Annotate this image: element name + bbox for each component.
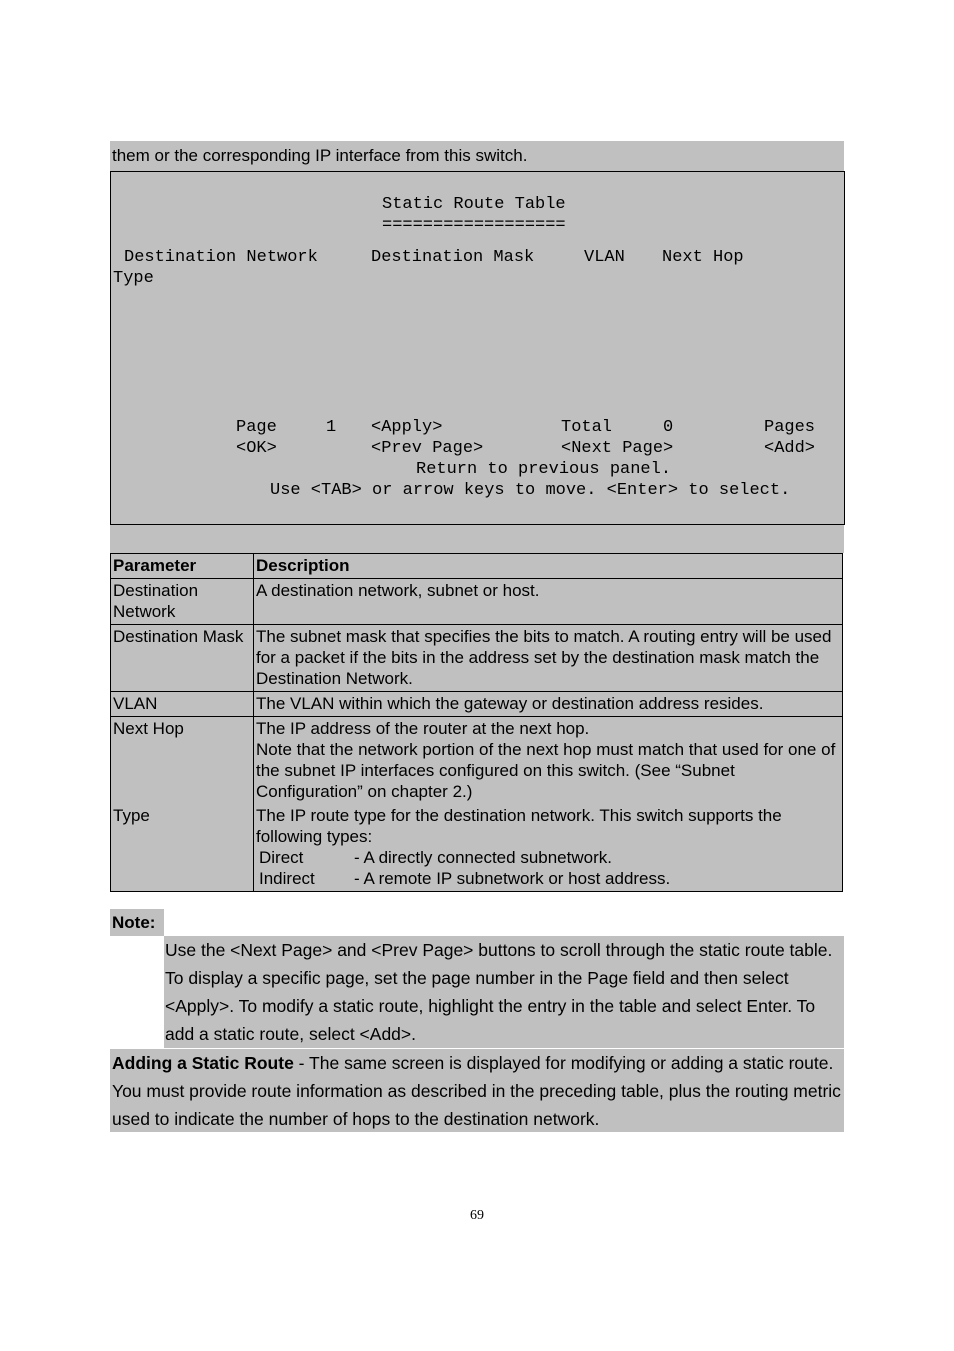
type-text: - A remote IP subnetwork or host address. bbox=[354, 869, 671, 888]
add-button[interactable]: <Add> bbox=[764, 439, 816, 458]
desc-note: Note that the network portion of the next hop must match that used for one of the subnet IP interfaces configured on this switch. (See “Subnet Configuration” on chapter 2.) bbox=[256, 740, 836, 801]
header-parameter: Parameter bbox=[111, 554, 254, 579]
column-destination-mask: Destination Mask bbox=[371, 248, 535, 267]
desc-line: The IP route type for the destination network. This switch supports the following types: bbox=[256, 806, 782, 846]
type-text: - A directly connected subnetwork. bbox=[354, 848, 612, 867]
desc-cell bbox=[254, 717, 843, 805]
column-type: Type bbox=[113, 269, 154, 288]
column-vlan: VLAN bbox=[584, 248, 625, 267]
desc-line: The IP address of the router at the next hop. bbox=[256, 719, 590, 738]
table-header-row bbox=[111, 554, 843, 579]
param-cell: Type bbox=[111, 804, 254, 892]
total-label: Total bbox=[561, 418, 613, 437]
page-label: Page bbox=[236, 418, 277, 437]
ok-button[interactable]: <OK> bbox=[236, 439, 277, 458]
column-destination-network: Destination Network bbox=[124, 248, 318, 267]
desc-cell: The subnet mask that specifies the bits to match. A routing entry will be used for a packet if the bits in the address set by the destination mask match the Destination Network. bbox=[254, 625, 843, 692]
type-direct bbox=[256, 847, 840, 868]
adding-title: Adding a Static Route bbox=[112, 1053, 294, 1073]
param-cell: Destination Network bbox=[111, 579, 254, 625]
adding-body: - The same screen is displayed for modifying or adding a static route. You must provide route information as described in the preceding table, plus the routing metric used to indicate the number of hops to the destination network. bbox=[112, 1053, 841, 1129]
column-next-hop: Next Hop bbox=[662, 248, 744, 267]
terminal-screen bbox=[110, 171, 845, 525]
shaded-spacer bbox=[110, 525, 844, 553]
next-page-button[interactable]: <Next Page> bbox=[561, 439, 674, 458]
param-cell: Next Hop bbox=[111, 717, 254, 805]
note-body: Use the <Next Page> and <Prev Page> buttons to scroll through the static route table. To display a specific page, set the page number in the Page field and then select <Apply>. To modify a static route, highlight the entry in the table and select Enter. To add a static route, select <Add>. bbox=[164, 936, 844, 1048]
prev-page-button[interactable]: <Prev Page> bbox=[371, 439, 484, 458]
apply-button[interactable]: <Apply> bbox=[371, 418, 443, 437]
header-description: Description bbox=[254, 554, 843, 579]
type-name: Indirect bbox=[259, 869, 315, 888]
desc-cell: The VLAN within which the gateway or destination address resides. bbox=[254, 692, 843, 717]
parameter-table bbox=[110, 553, 843, 892]
terminal-title: Static Route Table bbox=[382, 195, 566, 214]
page-number: 69 bbox=[470, 1208, 484, 1223]
help-line: Use <TAB> or arrow keys to move. <Enter> to select. bbox=[270, 481, 791, 500]
desc-cell bbox=[254, 804, 843, 892]
table-row bbox=[111, 717, 843, 805]
pages-label: Pages bbox=[764, 418, 816, 437]
note-label: Note: bbox=[110, 909, 164, 936]
page-field[interactable]: 1 bbox=[326, 418, 337, 437]
type-indirect bbox=[256, 868, 840, 889]
status-line: Return to previous panel. bbox=[416, 460, 672, 479]
table-row bbox=[111, 625, 843, 692]
total-value: 0 bbox=[663, 418, 674, 437]
param-cell: Destination Mask bbox=[111, 625, 254, 692]
adding-static-route-paragraph bbox=[110, 1049, 844, 1132]
table-row bbox=[111, 804, 843, 892]
desc-cell: A destination network, subnet or host. bbox=[254, 579, 843, 625]
type-name: Direct bbox=[259, 848, 304, 867]
table-row bbox=[111, 692, 843, 717]
intro-text: them or the corresponding IP interface from this switch. bbox=[110, 141, 844, 171]
table-row bbox=[111, 579, 843, 625]
terminal-title-underline: ================== bbox=[382, 216, 566, 235]
param-cell: VLAN bbox=[111, 692, 254, 717]
